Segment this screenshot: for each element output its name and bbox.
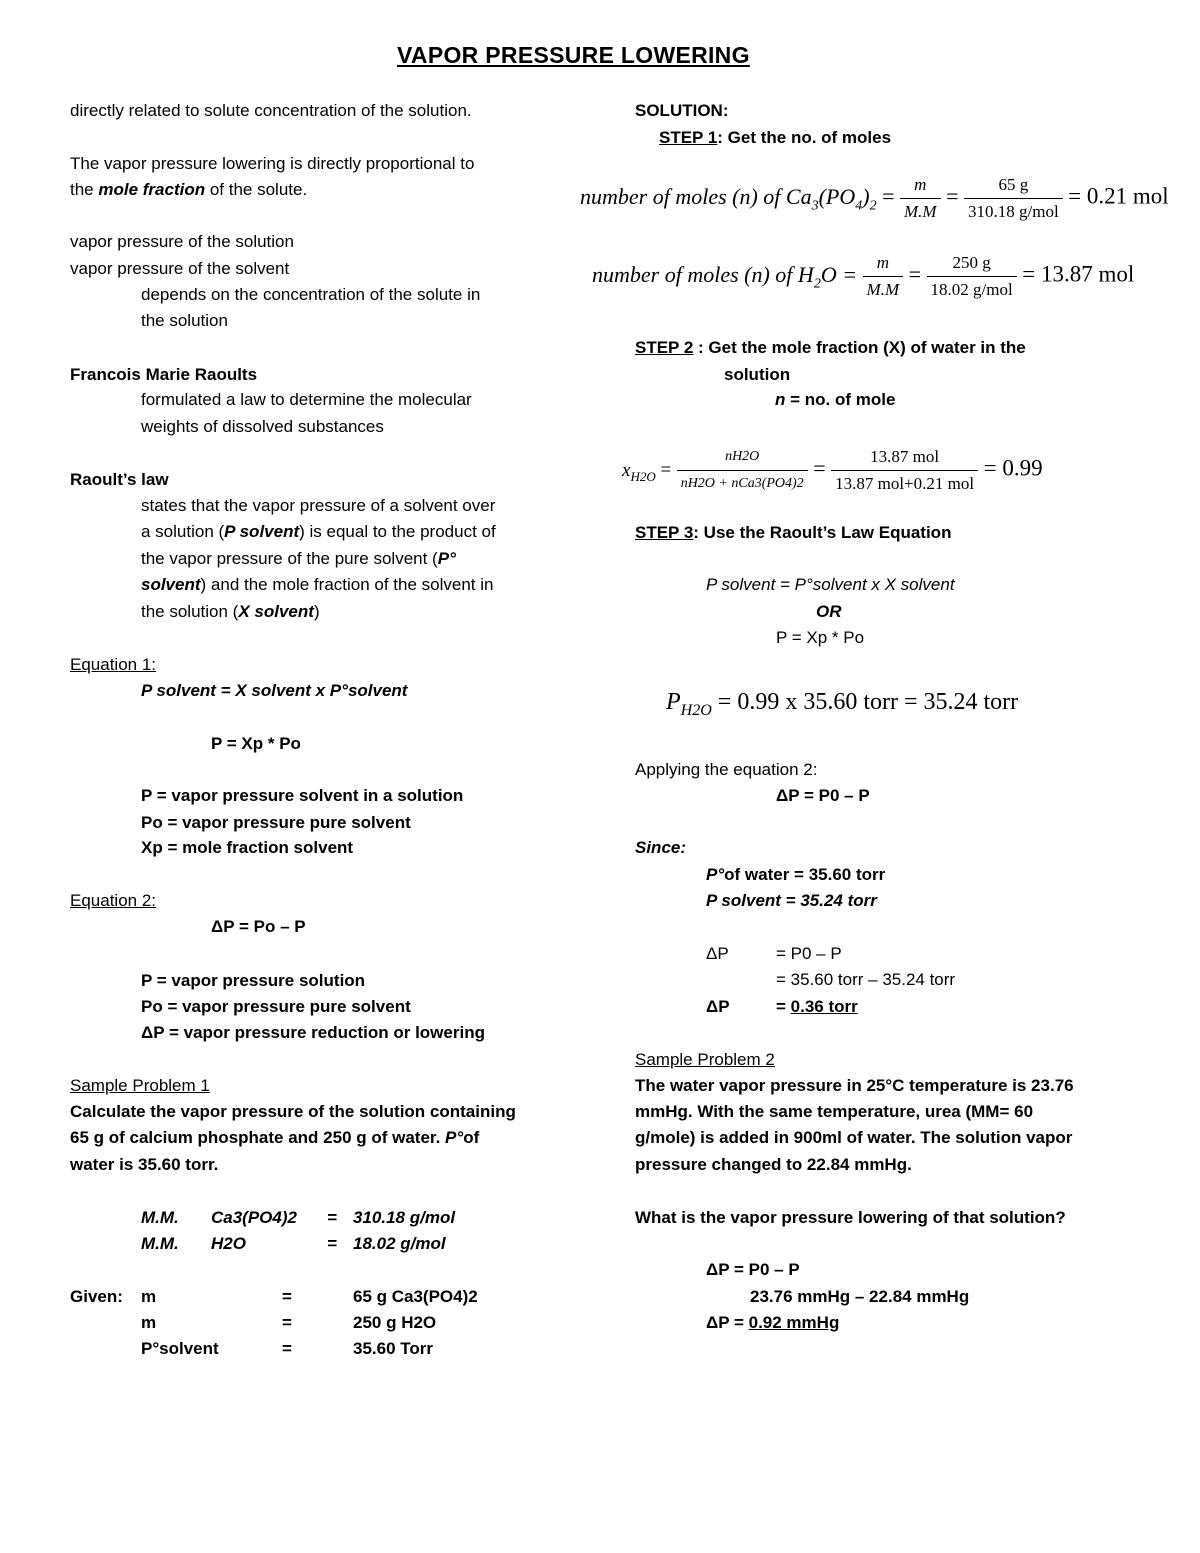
calc-lhs: ΔP <box>706 997 730 1016</box>
solution-heading: SOLUTION: <box>635 101 729 120</box>
equation-2-applied: ΔP = P0 – P <box>776 786 870 805</box>
definition-line: solvent) and the mole fraction of the solvent in <box>141 575 494 594</box>
term-vp-solution: vapor pressure of the solution <box>70 232 294 251</box>
step-3: STEP 3: Use the Raoult’s Law Equation <box>635 523 952 542</box>
given-equals: = <box>282 1313 292 1332</box>
solution-line: ΔP = P0 – P <box>706 1260 800 1279</box>
intro-line: The vapor pressure lowering is directly proportional to <box>70 154 475 173</box>
raoults-equation: P solvent = P°solvent x X solvent <box>706 575 955 594</box>
since-label: Since: <box>635 838 687 857</box>
calc-result: = 0.36 torr <box>776 997 858 1016</box>
equation-1: P solvent = X solvent x P°solvent <box>141 681 408 700</box>
given-value: 35.60 Torr <box>353 1339 434 1358</box>
calc-rhs: = P0 – P <box>776 944 842 963</box>
calc-rhs: = 35.60 torr – 35.24 torr <box>776 970 956 989</box>
variable-definition: P = vapor pressure solvent in a solution <box>141 786 464 805</box>
equation-2-heading: Equation 2: <box>70 891 157 910</box>
p-water-equation: $P_{H2O} = 0.99$ x 35.60 torr = 35.24 torr <box>666 689 1019 719</box>
mm-label: M.M. <box>141 1234 179 1253</box>
definition-line: formulated a law to determine the molecular <box>141 390 472 409</box>
term-vp-solvent: vapor pressure of the solvent <box>70 259 290 278</box>
moles-water-equation: number of moles (n) of $H_2O$ = $\frac{m}{M.M}$ = $\frac{250 g}{\text{18.02 g/mol}}$ = 13.87 mol <box>592 253 1135 299</box>
given-name: m <box>141 1287 157 1306</box>
given-value: 65 g Ca3(PO4)2 <box>353 1287 478 1306</box>
intro-text: directly related to solute concentration of the solution. <box>70 101 472 120</box>
intro-line: the mole fraction of the solute. <box>70 180 308 199</box>
problem-question: What is the vapor pressure lowering of that solution? <box>635 1208 1066 1227</box>
raoults-heading: Francois Marie Raoults <box>70 365 258 384</box>
definition-line: states that the vapor pressure of a solvent over <box>141 496 496 515</box>
mm-value: 18.02 g/mol <box>353 1234 446 1253</box>
equation-1-heading: Equation 1: <box>70 655 157 674</box>
definition-line: a solution (P solvent) is equal to the product of <box>141 522 496 541</box>
problem-text: The water vapor pressure in 25°C temperature is 23.76 <box>635 1076 1074 1095</box>
fraction: $\frac{\text{13.87 mol}}{\text{13.87 mol+0.21 mol}}$ <box>831 446 978 495</box>
problem-text: water is 35.60 torr. <box>70 1155 219 1174</box>
step-2-text: solution <box>724 365 791 384</box>
mm-equals: = <box>327 1234 337 1253</box>
page-title: VAPOR PRESSURE LOWERING <box>397 42 750 68</box>
variable-definition: Po = vapor pressure pure solvent <box>141 813 411 832</box>
given-label: Given: <box>70 1287 123 1306</box>
sample-problem-1-heading: Sample Problem 1 <box>70 1076 210 1095</box>
equation-2: ΔP = Po – P <box>211 917 306 936</box>
mm-label: M.M. <box>141 1208 179 1227</box>
sample-problem-2-heading: Sample Problem 2 <box>635 1050 775 1069</box>
moles-calcium-phosphate-equation: number of moles (n) of $Ca_3(PO_4)_2$ = $\frac{m}{M.M}$ = $\frac{65 g}{\text{310.18 g/mol}}$ = 0.21 mol <box>580 175 1169 221</box>
variable-definition: Xp = mole fraction solvent <box>141 838 354 857</box>
given-name: P°solvent <box>141 1339 219 1358</box>
variable-definition: P = vapor pressure solution <box>141 971 366 990</box>
mm-equals: = <box>327 1208 337 1227</box>
given-equals: = <box>282 1287 292 1306</box>
raoults-law-heading: Raoult’s law <box>70 470 169 489</box>
definition-line: the solution (X solvent) <box>141 602 320 621</box>
problem-text: 65 g of calcium phosphate and 250 g of water. P°of <box>70 1128 480 1147</box>
variable-definition: Po = vapor pressure pure solvent <box>141 997 411 1016</box>
variable-definition: ΔP = vapor pressure reduction or lowering <box>141 1023 485 1042</box>
step-1: STEP 1: Get the no. of moles <box>659 128 892 147</box>
given-value-line: P solvent = 35.24 torr <box>706 891 877 910</box>
problem-text: pressure changed to 22.84 mmHg. <box>635 1155 912 1174</box>
given-value-line: P°of water = 35.60 torr <box>706 865 886 884</box>
definition-line: the vapor pressure of the pure solvent (P° <box>141 549 456 568</box>
solution-line: 23.76 mmHg – 22.84 mmHg <box>750 1287 970 1306</box>
definition-line: weights of dissolved substances <box>141 417 384 436</box>
fraction: $\frac{nH2O}{\text{nH2O + nCa3(PO4)2}}$ <box>677 446 808 495</box>
definition-line: depends on the concentration of the solute in <box>141 285 481 304</box>
given-value: 250 g H2O <box>353 1313 437 1332</box>
mm-compound: H2O <box>211 1234 246 1253</box>
applying-text: Applying the equation 2: <box>635 760 818 779</box>
given-equals: = <box>282 1339 292 1358</box>
step-2: STEP 2 : Get the mole fraction (X) of water in the <box>635 338 1026 357</box>
problem-text: Calculate the vapor pressure of the solution containing <box>70 1102 516 1121</box>
mole-fraction-equation: $x_{H2O}$ = $\frac{nH2O}{\text{nH2O + nCa3(PO4)2}}$ = $\frac{\text{13.87 mol}}{\text{13.87 mol+0.21 mol}}$ = 0.99 <box>622 447 1043 493</box>
equation-1-alt: P = Xp * Po <box>211 734 301 753</box>
or-text: OR <box>816 602 842 621</box>
given-name: m <box>141 1313 157 1332</box>
fraction: $\frac{65 g}{\text{310.18 g/mol}}$ <box>964 174 1063 223</box>
fraction: $\frac{250 g}{\text{18.02 g/mol}}$ <box>927 252 1017 301</box>
fraction: $\frac{m}{M.M}$ <box>900 174 941 223</box>
mm-value: 310.18 g/mol <box>353 1208 456 1227</box>
problem-text: g/mole) is added in 900ml of water. The solution vapor <box>635 1128 1073 1147</box>
solution-result: ΔP = 0.92 mmHg <box>706 1313 840 1332</box>
step-2-note: n = no. of mole <box>775 390 896 409</box>
calc-lhs: ΔP <box>706 944 729 963</box>
problem-text: mmHg. With the same temperature, urea (MM= 60 <box>635 1102 1034 1121</box>
raoults-equation-alt: P = Xp * Po <box>776 628 865 647</box>
fraction: $\frac{m}{M.M}$ <box>863 252 904 301</box>
definition-line: the solution <box>141 311 228 330</box>
mm-compound: Ca3(PO4)2 <box>211 1208 297 1227</box>
